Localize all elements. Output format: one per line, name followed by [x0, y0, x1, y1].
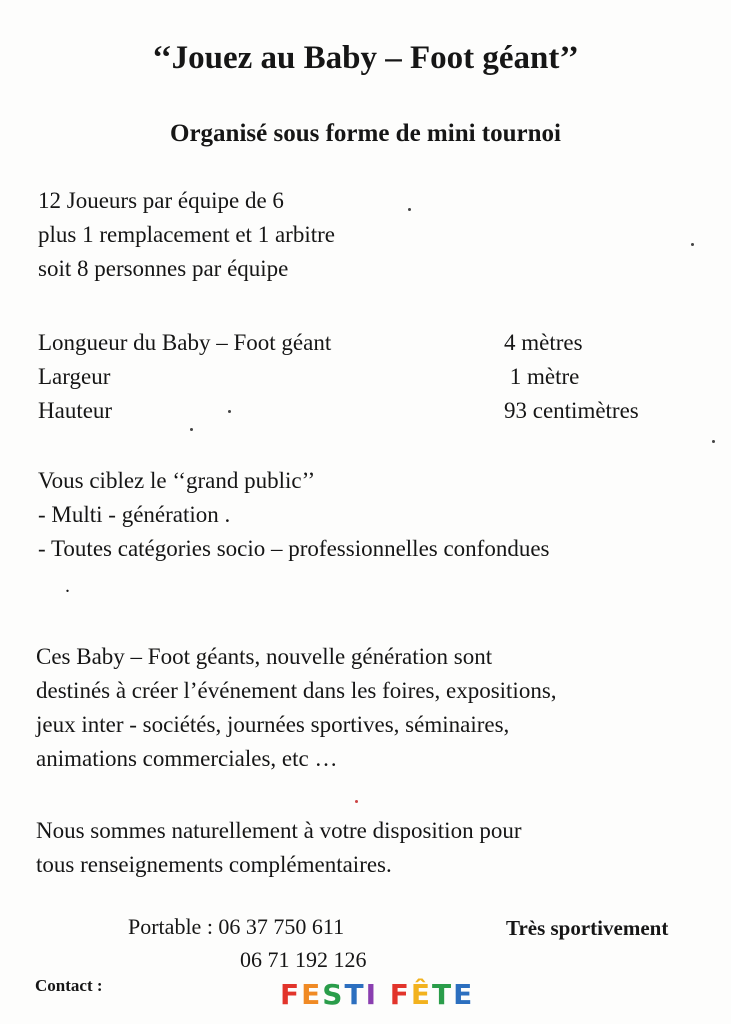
- scan-speck: [228, 410, 231, 413]
- phone-block: [128, 910, 367, 976]
- logo-letter: S: [322, 978, 345, 1011]
- audience-intro: Vous ciblez le ‘‘grand public’’: [38, 468, 316, 493]
- scan-speck: [408, 208, 411, 211]
- spec-row-height: [38, 394, 639, 428]
- logo-letter: F: [389, 978, 411, 1011]
- players-line-1: 12 Joueurs par équipe de 6: [38, 188, 284, 213]
- audience-block: [38, 464, 550, 566]
- players-block: [38, 184, 335, 286]
- logo-letter: E: [301, 978, 323, 1011]
- festi-fete-logo: [280, 978, 474, 1018]
- availability-line: tous renseignements complémentaires.: [36, 852, 392, 877]
- spec-label: Longueur du Baby – Foot géant: [38, 330, 332, 355]
- stray-dot: .: [65, 575, 70, 597]
- description-line: destinés à créer l’événement dans les foires, expositions,: [36, 678, 557, 703]
- logo-letter: F: [280, 978, 302, 1011]
- flyer-title: ‘‘Jouez au Baby – Foot géant’’: [152, 40, 579, 76]
- spec-value: 4 mètres: [504, 330, 583, 355]
- flyer-subtitle: Organisé sous forme de mini tournoi: [170, 120, 561, 147]
- spec-value: 93 centimètres: [504, 398, 639, 423]
- spec-label: Hauteur: [38, 398, 113, 423]
- logo-letter: T: [432, 978, 454, 1011]
- players-line-3: soit 8 personnes par équipe: [38, 256, 289, 281]
- scan-speck: [712, 440, 715, 443]
- scan-speck: [355, 800, 358, 803]
- availability-line: Nous sommes naturellement à votre disposition pour: [36, 818, 522, 843]
- description-paragraph: [36, 640, 557, 776]
- scan-speck: [190, 428, 193, 431]
- signoff-text: Très sportivement: [506, 916, 669, 940]
- description-line: Ces Baby – Foot géants, nouvelle génération sont: [36, 644, 493, 669]
- logo-letter: T: [344, 978, 366, 1011]
- phone-line-1: Portable : 06 37 750 611: [128, 914, 345, 939]
- audience-item: - Toutes catégories socio – professionnelles confondues: [38, 536, 550, 561]
- spec-row-width: [38, 360, 639, 394]
- scan-speck: [691, 243, 694, 246]
- description-line: jeux inter - sociétés, journées sportives, séminaires,: [36, 712, 510, 737]
- logo-letter: E: [453, 978, 475, 1011]
- dimensions-table: [38, 326, 639, 428]
- availability-paragraph: [36, 814, 521, 882]
- audience-list: [38, 498, 550, 566]
- spec-row-length: [38, 326, 639, 360]
- description-line: animations commerciales, etc …: [36, 746, 338, 771]
- phone-line-2: 06 71 192 126: [240, 947, 367, 972]
- audience-item: - Multi - génération .: [38, 502, 231, 527]
- spec-value: 1 mètre: [504, 364, 580, 389]
- logo-letter: [378, 978, 390, 1011]
- contact-label: Contact :: [35, 976, 103, 995]
- spec-label: Largeur: [38, 364, 111, 389]
- players-line-2: plus 1 remplacement et 1 arbitre: [38, 222, 335, 247]
- logo-letter: I: [365, 978, 378, 1011]
- logo-letter: Ê: [410, 978, 433, 1011]
